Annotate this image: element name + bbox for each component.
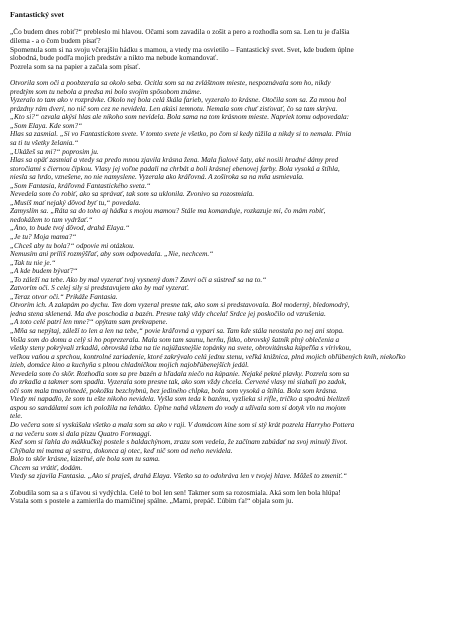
text-line: „Áno, to bude tvoj dôvod, drahá Elaya.“ xyxy=(10,224,130,233)
paragraph-gap xyxy=(10,481,464,489)
text-line: Nevedela som čo robiť, ako sa správať, tak som sa uklonila. Zvonivo sa rozosmiala. xyxy=(10,190,255,199)
text-line: Vstala som s postele a zamierila do mamičinej spálne. „Mami, prepáč. Ľúbim ťa!“ objala som ju. xyxy=(10,497,294,506)
document-title: Fantastický svet xyxy=(10,10,64,19)
text-line: veľkou vaňou a sprchou, kontrolné zariadenie, ktoré zakrývalo celú jednu stenu, veľká knižnica, plná mojich obľúbených kníh, niekoľko xyxy=(10,352,406,361)
text-line: „Je tu? Moja mama?“ xyxy=(10,232,77,241)
text-line: „A kde budem bývať?“ xyxy=(10,267,78,276)
text-line: Zamyslím sa. „Ráta sa do toho aj hádka s mojou mamou? Stále ma komanduje, rozkazuje mi, čo mám robiť, xyxy=(10,207,326,216)
text-line: Zobudila som sa a s úľavou si vydýchla. Celé to bol len sen! Takmer som sa rozosmiala. Aká som len bola hlúpa! xyxy=(10,488,341,497)
text-line: aspou so sandálami som ich položila na lehátko. Úplne nahá vkĺznem do vody a užívala som si dotyk vln na mojom xyxy=(10,403,346,412)
text-line: „Kto si?“ ozvala akýsi hlas ale nikoho som nevidela. Bola sama na tom krásnom mieste. Napriek tomu odpovedala: xyxy=(10,113,350,122)
text-line: predtým som tu nebola a predsa mi bolo svojím spôsobom známe. xyxy=(10,87,202,96)
text-line: Nemusím ani príliš rozmýšľať, aby som odpovedala. „Nie, nechcem.“ xyxy=(10,250,214,259)
text-line: Vyzeralo to tam ako v rozprávke. Okolo nej bola celá škála farieb, vyzeralo to krásne. Otočila som sa. Za mnou bol xyxy=(10,96,347,105)
text-line: „Teraz otvor oči.“ Prikáže Fantasia. xyxy=(10,292,118,301)
text-line: Vošla som do domu a celý si ho poprezerala. Mala som tam saunu, herňu, fitko, obrovský šatník plný oblečenia a xyxy=(10,335,340,344)
intro-paragraph xyxy=(10,28,464,71)
text-line: Bolo to skôr krásne, kúzelné, ale bola som tu sama. xyxy=(10,455,160,464)
text-line: Nevedela som čo skôr. Rozhodla som sa pre bazén a hľadala niečo na kúpanie. Nejaké pekné plavky. Pozrela som sa xyxy=(10,369,350,378)
text-line: Hlas sa opäť zasmial a vtedy sa predo mnou zjavila krásna žena. Mala fialové šaty, aké nosili hradné dámy pred xyxy=(10,156,339,165)
text-line: „Chceš aby tu bola?“ odpovie mi otázkou. xyxy=(10,241,135,250)
text-line: Otvorila som oči a poobzerala sa okolo seba. Ocitla som sa na zvláštnom mieste, nespoznávala som ho, nikdy xyxy=(10,79,331,88)
text-line: „Tak tu nie je.“ xyxy=(10,258,56,267)
text-line: storočiami s čiernou čipkou. Vlasy jej voľne padali na chrbát a boli krásnej ebenovej farby. Bola vysoká a štíhla, xyxy=(10,164,340,173)
text-line: oči som mala tmavohnedé, pokožku bezchybnú, bez jediného chĺpka, bola som vysoká a štíhla. Bola som krásna. xyxy=(10,386,338,395)
paragraph-gap xyxy=(10,71,464,79)
text-line: Do večera som si vyskúšala všetko a mala som sa ako v raji. V domácom kine som si stý krát pozrela Harryho Pottera xyxy=(10,421,355,430)
text-line: a na večeru som si dala pizzu Quatro Formaggi. xyxy=(10,429,152,438)
text-line: do zrkadla a takmer som spadla. Vyzerala som presne tak, ako som vždy chcela. Červené vlasy mi siahali po zadok, xyxy=(10,378,347,387)
text-line: Vtedy sa zjavila Fantasia. „Ako si praješ, drahá Elaya. Všetko sa to odohráva len v tvojej hlave. Môžeš to zmeniť.“ xyxy=(10,472,348,481)
text-line: všetky steny pokrývali zrkadlá, obrovská izba na tie najúžasnejšie topánky na svete, obrovitánska kúpeľňa s vírivkou, xyxy=(10,344,351,353)
text-line: „Čo budem dnes robiť?“ prebleslo mi hlavou. Očami som zavadila o zošit a pero a rozhodla som sa. Len tu je ďalšia xyxy=(10,28,350,37)
text-line: sa ti tu všetky želania.“ xyxy=(10,138,79,147)
text-line: Pozrela som sa na papier a začala som písať. xyxy=(10,62,141,71)
text-line: Keď som si ľahla do mäkkučkej postele s baldachýnom, zrazu som vedela, že začínam zabúdať na svoj minulý život. xyxy=(10,438,348,447)
text-line: „Mňa sa nepýtaj, záleží to len a len na tebe,“ povie kráľovná a vypari sa. Tam kde stála neostala po nej ani stopa. xyxy=(10,327,344,335)
text-line: „Ukážeš sa mi?“ poprosim ju. xyxy=(10,147,99,156)
text-line: slobodná, bude podľa mojich predstáv a nikto ma nebude komandovať. xyxy=(10,54,219,63)
text-line: „Musíš mať nejaký dôvod byť tu,“ povedala. xyxy=(10,198,141,207)
text-line: „Som Elaya. Kde som?“ xyxy=(10,121,83,130)
text-line: Chýbala mi mama aj sestra, dokonca aj otec, keď nič som od neho nevidela. xyxy=(10,446,233,455)
text-line: niesla sa hrdo, vznešene, no nie namyslene. Vyzerala ako kráľovná. A zoširoka sa na mňa usmievala. xyxy=(10,173,304,182)
ending-paragraph xyxy=(10,489,464,506)
text-line: „To záleží na tebe. Ako by mal vyzerať tvoj vysnený dom? Zavri oči a sústreď sa na to.“ xyxy=(10,275,267,284)
text-line: Otvorím ich. A zalapám po dychu. Ten dom vyzeral presne tak, ako som si predstavovala. Bol moderný, bledomodrý, xyxy=(10,301,350,310)
text-line: dilema - a o čom budem písať? xyxy=(10,36,101,45)
text-line: Hlas sa zasmial. „Si vo Fantastickom svete. V tomto svete je všetko, po čom si kedy túžila a nikdy si to nemala. Plnia xyxy=(10,130,352,139)
text-line: Chcem sa vrátiť, dodám. xyxy=(10,463,83,472)
text-line: Vtedy mi napadlo, že som tu ešte nikoho nevidela. Vyšla som teda k bazénu, vyzlieka si rifle, tričko a spodnú bielizeň xyxy=(10,395,350,404)
text-line: nedokážem to tam vydržať.“ xyxy=(10,215,93,224)
text-line: Spomenula som si na svoju včerajšiu hádku s mamou, a vtedy ma osvietilo – Fantastický svet. Svet, kde budem úplne xyxy=(10,45,354,54)
text-line: „A toto celé patrí len mne?“ opýtam sam prekvapene. xyxy=(10,318,168,327)
text-line: „Som Fantasia, kráľovná Fantastického sveta.“ xyxy=(10,181,151,190)
text-line: prázdny rám dverí, no nič som cez ne nevidela. Len akúsi temnotu. Nemala som chuť zisťovať, čo sa tam skrýva. xyxy=(10,104,338,113)
text-line: izieb, domáce kino a kuchyňa s plnou chladničkou mojich najobľúbenejších jedál. xyxy=(10,361,249,370)
text-line: tele. xyxy=(10,412,23,421)
story-paragraph xyxy=(10,79,464,481)
text-line: Zatvorím oči. S celej sily si predstavujem ako by mal vyzerať. xyxy=(10,284,190,293)
text-line: jedna stena sklenená. Ma dve poschodia a bazén. Presne taký vždy chcela! Srdce jej poskočilo od vzrušenia. xyxy=(10,309,326,318)
